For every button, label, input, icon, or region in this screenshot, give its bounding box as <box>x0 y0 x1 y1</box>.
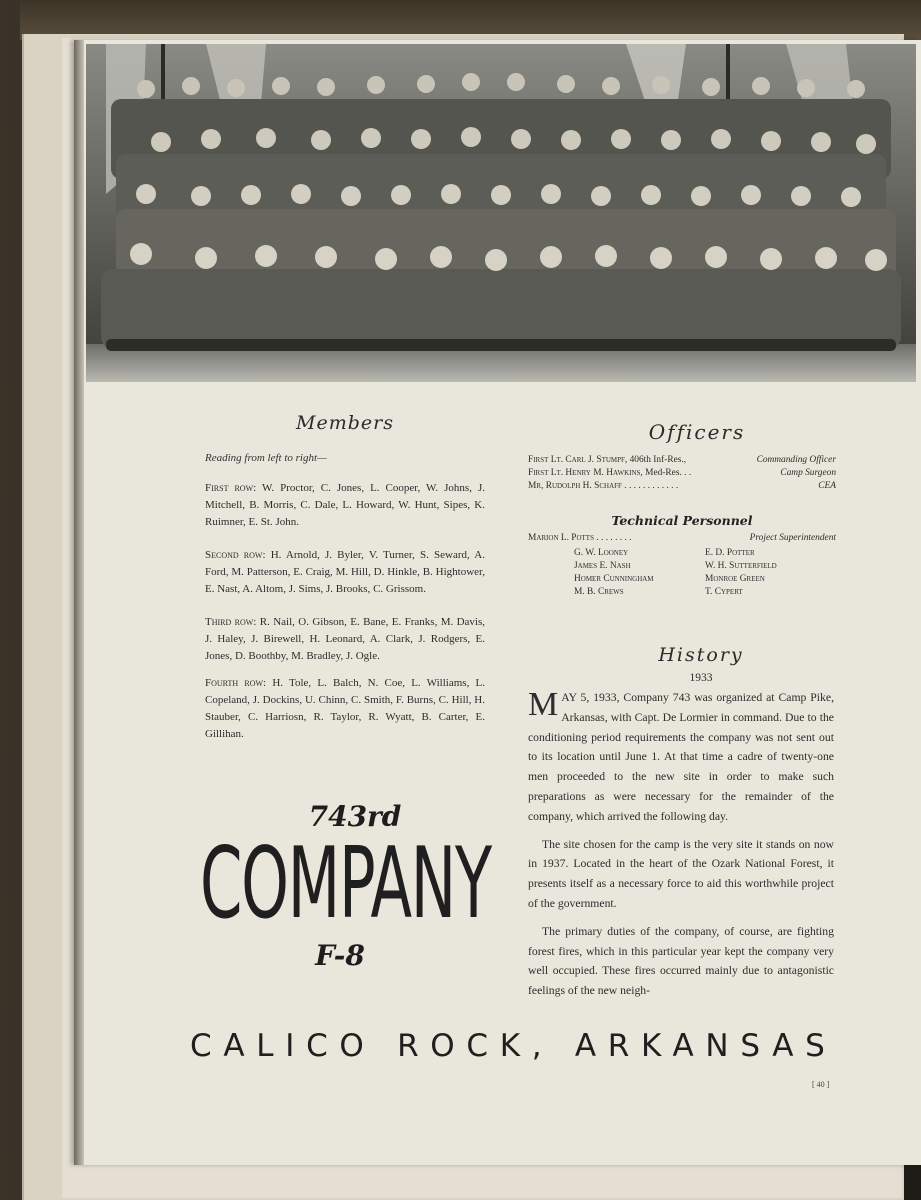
row-label: Second row: <box>205 549 266 561</box>
superintendent-line <box>528 532 836 545</box>
officer-role: Camp Surgeon <box>780 468 836 478</box>
history-heading: History <box>658 644 744 666</box>
history-text <box>528 688 834 1001</box>
members-row-2 <box>205 547 485 598</box>
reading-direction: Reading from left to right— <box>205 452 327 464</box>
officer-line-2 <box>528 467 836 480</box>
company-number: 743rd <box>308 800 402 833</box>
company-word: COMPANY <box>200 827 491 941</box>
officers-section <box>528 420 836 599</box>
staff-name: M. B. Crews <box>574 587 624 597</box>
officer-detail: 406th Inf-Res., <box>629 455 687 465</box>
staff-name: Monroe Green <box>705 574 765 584</box>
officer-name: Mr, Rudolph H. Schaff <box>528 481 622 491</box>
group-photo <box>86 44 916 382</box>
history-paragraph-1-text: AY 5, 1933, Company 743 was organized at Camp Pike, Arkansas, with Capt. De Lormier in command. Due to the conditioning period requirements the company was not sent out to its location until June 1. At that time a cadre of twenty-one men proceeded to the new site in order to make such preparations as were necessary for the remainder of the company, which arrived the following day. <box>528 691 834 823</box>
members-column <box>205 412 485 743</box>
history-paragraph-2: The site chosen for the camp is the very site it stands on now in 1937. Located in the heart of the Ozark National Forest, it presents itself as a necessary force to aid this worthwhile project of the government. <box>528 837 834 910</box>
officer-detail: . . . . . . . . . . . . <box>624 481 679 491</box>
row-names: H. Arnold, J. Byler, V. Turner, S. Seward, A. Ford, M. Patterson, E. Craig, M. Hill, D. Hinkle, B. Hightower, E. Nast, A. Altom, J. Sims, J. Brooks, C. Grissom. <box>205 549 486 595</box>
row-names: H. Tole, L. Balch, N. Coe, L. Williams, L. Copeland, J. Dockins, U. Chinn, C. Smith, F. Burns, C. Hill, H. Stauber, C. Harriosn, R. Taylor, R. Wyatt, B. Carter, E. Gillihan. <box>205 677 485 740</box>
group-photo-illustration <box>86 44 916 382</box>
members-row-1 <box>205 480 485 531</box>
page-number: [ 40 ] <box>812 1080 830 1089</box>
staff-name: G. W. Looney <box>574 548 629 558</box>
row-label: Fourth row: <box>205 677 267 689</box>
staff-name: E. D. Potter <box>705 548 755 558</box>
page-binding <box>74 40 84 1165</box>
history-paragraph-3: The primary duties of the company, of course, are fighting forest fires, which in this particular year kept the company very well occupied. These fires occurred mainly due to antagonistic feelings of the new neigh- <box>528 924 834 998</box>
staff-name: T. Cypert <box>705 587 743 597</box>
officer-detail: Med-Res. . . <box>645 468 692 478</box>
history-paragraph-1 <box>528 688 834 827</box>
staff-name: W. H. Sutterfield <box>705 561 777 571</box>
camp-location: CALICO ROCK, ARKANSAS <box>190 1028 837 1064</box>
technical-heading: Technical Personnel <box>611 513 753 528</box>
officer-role: CEA <box>818 481 836 491</box>
superintendent-dots: . . . . . . . . <box>596 533 632 543</box>
officer-name: First Lt. Henry M. Hawkins, <box>528 468 643 478</box>
row-names: R. Nail, O. Gibson, E. Bane, E. Franks, M. Davis, J. Haley, J. Birewell, H. Leonard, A. Clark, J. Rodgers, E. Jones, D. Boothby, M. Bradley, J. Ogle. <box>205 616 486 662</box>
officer-line-3 <box>528 480 836 493</box>
members-heading: Members <box>296 412 394 434</box>
superintendent-name: Marion L. Potts <box>528 533 594 543</box>
superintendent-role: Project Superintendent <box>749 533 836 543</box>
drop-cap: M <box>528 686 559 723</box>
technical-staff-list <box>574 547 836 599</box>
row-names: W. Proctor, C. Jones, L. Cooper, W. Johns, J. Mitchell, B. Morris, C. Dale, L. Howard, W. Hunt, Sipes, K. Ruimner, E. St. John. <box>205 482 485 528</box>
staff-name: James E. Nash <box>574 561 631 571</box>
members-row-3 <box>205 614 485 665</box>
staff-name: Homer Cunningham <box>574 574 654 584</box>
company-code: F-8 <box>315 939 365 972</box>
history-year: 1933 <box>689 672 713 684</box>
officer-line-1 <box>528 454 836 467</box>
row-label: First row: <box>205 482 257 494</box>
company-title <box>200 800 490 972</box>
row-label: Third row: <box>205 616 257 628</box>
members-row-4 <box>205 675 485 743</box>
history-section <box>528 644 834 1009</box>
officers-heading: Officers <box>648 420 746 444</box>
officer-name: First Lt. Carl J. Stumpf, <box>528 455 628 465</box>
officer-role: Commanding Officer <box>756 455 836 465</box>
